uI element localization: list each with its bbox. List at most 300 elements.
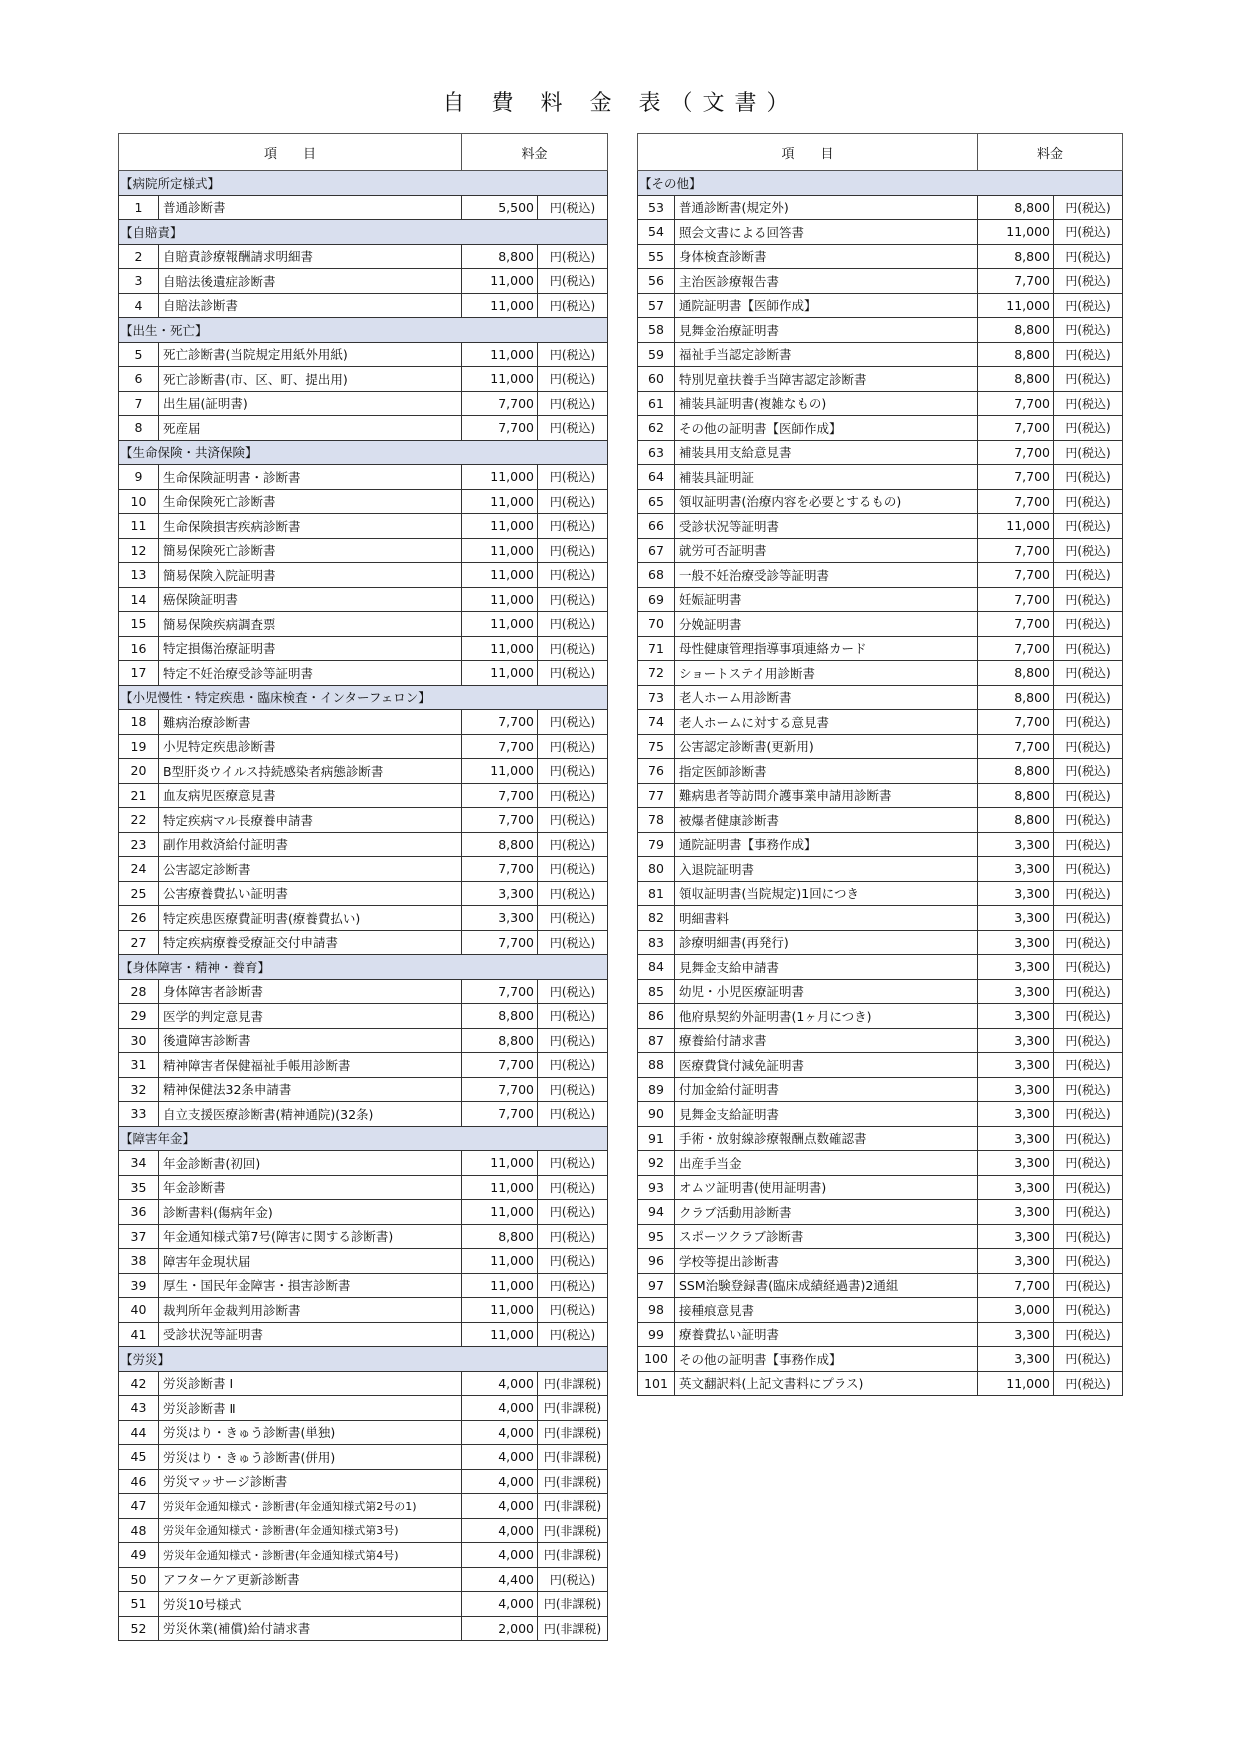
section-title: 【病院所定様式】 [119,171,608,196]
item-price: 11,000 [462,1249,538,1274]
table-row [638,734,1123,759]
item-unit: 円(税込) [1054,881,1123,906]
table-row [119,1567,608,1592]
item-unit: 円(税込) [1054,1200,1123,1225]
item-name: 老人ホームに対する意見書 [675,710,978,735]
item-unit: 円(税込) [538,293,608,318]
item-number: 82 [638,906,675,931]
item-price: 3,300 [978,1077,1054,1102]
section-row [638,171,1123,196]
item-price: 7,700 [978,416,1054,441]
item-unit: 円(非課税) [538,1518,608,1543]
section-title: 【その他】 [638,171,1123,196]
item-name: 一般不妊治療受診等証明書 [675,563,978,588]
item-unit: 円(税込) [538,1273,608,1298]
item-number: 78 [638,808,675,833]
item-unit: 円(税込) [1054,1322,1123,1347]
item-name: 就労可否証明書 [675,538,978,563]
item-unit: 円(税込) [1054,783,1123,808]
table-row [119,1592,608,1617]
item-unit: 円(非課税) [538,1420,608,1445]
item-number: 59 [638,342,675,367]
item-number: 99 [638,1322,675,1347]
item-price: 3,300 [978,1175,1054,1200]
table-row [638,514,1123,539]
table-row [638,1200,1123,1225]
item-price: 4,000 [462,1445,538,1470]
section-row [119,220,608,245]
table-row [119,269,608,294]
table-row [638,783,1123,808]
table-row [119,734,608,759]
item-name: 付加金給付証明書 [675,1077,978,1102]
item-unit: 円(税込) [538,1053,608,1078]
item-unit: 円(税込) [538,979,608,1004]
item-name: 通院証明書【事務作成】 [675,832,978,857]
item-number: 33 [119,1102,159,1127]
section-row [119,1126,608,1151]
item-number: 72 [638,661,675,686]
item-unit: 円(税込) [1054,391,1123,416]
item-number: 91 [638,1126,675,1151]
item-number: 11 [119,514,159,539]
item-number: 27 [119,930,159,955]
item-number: 58 [638,318,675,343]
item-name: 死産届 [159,416,462,441]
item-number: 44 [119,1420,159,1445]
item-name: 普通診断書 [159,195,462,220]
item-price: 7,700 [462,930,538,955]
item-unit: 円(税込) [1054,1371,1123,1396]
item-unit: 円(税込) [1054,367,1123,392]
item-price: 8,800 [978,342,1054,367]
item-number: 2 [119,244,159,269]
item-number: 45 [119,1445,159,1470]
item-price: 3,300 [462,906,538,931]
item-number: 53 [638,195,675,220]
table-row [119,293,608,318]
item-name: 後遺障害診断書 [159,1028,462,1053]
item-name: 労災年金通知様式・診断書(年金通知様式第3号) [159,1518,462,1543]
item-unit: 円(税込) [1054,1249,1123,1274]
item-name: 生命保険損害疾病診断書 [159,514,462,539]
table-row [638,440,1123,465]
item-name: 出産手当金 [675,1151,978,1176]
table-row [119,1616,608,1641]
item-name: 労災10号様式 [159,1592,462,1617]
item-unit: 円(税込) [538,465,608,490]
item-number: 36 [119,1200,159,1225]
item-unit: 円(税込) [538,587,608,612]
table-row [638,1151,1123,1176]
item-unit: 円(税込) [1054,244,1123,269]
item-name: 補装具用支給意見書 [675,440,978,465]
table-row [119,465,608,490]
item-name: 接種痕意見書 [675,1298,978,1323]
item-number: 25 [119,881,159,906]
item-number: 50 [119,1567,159,1592]
item-number: 63 [638,440,675,465]
item-unit: 円(税込) [538,367,608,392]
item-unit: 円(税込) [1054,538,1123,563]
table-row [119,808,608,833]
item-name: 公害療養費払い証明書 [159,881,462,906]
table-row [638,710,1123,735]
item-number: 17 [119,661,159,686]
item-name: 見舞金治療証明書 [675,318,978,343]
table-header [638,134,1123,171]
item-number: 75 [638,734,675,759]
item-name: 通院証明書【医師作成】 [675,293,978,318]
item-number: 57 [638,293,675,318]
item-name: 補装具証明書(複雑なもの) [675,391,978,416]
item-price: 11,000 [462,1200,538,1225]
table-row [119,416,608,441]
item-number: 31 [119,1053,159,1078]
item-price: 11,000 [978,514,1054,539]
table-row [119,710,608,735]
item-price: 3,300 [978,1028,1054,1053]
item-price: 11,000 [462,636,538,661]
item-name: 身体障害者診断書 [159,979,462,1004]
table-row [119,1469,608,1494]
item-number: 70 [638,612,675,637]
item-price: 4,000 [462,1420,538,1445]
item-name: 診断書料(傷病年金) [159,1200,462,1225]
section-row [119,440,608,465]
table-row [119,367,608,392]
item-unit: 円(税込) [538,563,608,588]
item-price: 3,300 [978,1200,1054,1225]
item-number: 88 [638,1053,675,1078]
item-price: 11,000 [462,661,538,686]
item-number: 98 [638,1298,675,1323]
item-number: 42 [119,1371,159,1396]
item-number: 79 [638,832,675,857]
item-unit: 円(税込) [1054,759,1123,784]
item-unit: 円(税込) [1054,930,1123,955]
item-unit: 円(税込) [538,1298,608,1323]
item-price: 7,700 [462,1077,538,1102]
item-unit: 円(税込) [1054,1126,1123,1151]
item-price: 8,800 [462,1004,538,1029]
left-table-body [119,171,608,1641]
section-row [119,685,608,710]
item-price: 8,800 [978,195,1054,220]
table-row [119,759,608,784]
table-row [638,808,1123,833]
item-number: 52 [119,1616,159,1641]
item-number: 93 [638,1175,675,1200]
item-unit: 円(税込) [1054,1077,1123,1102]
item-unit: 円(税込) [1054,636,1123,661]
section-row [119,318,608,343]
item-number: 23 [119,832,159,857]
item-number: 94 [638,1200,675,1225]
item-price: 8,800 [978,244,1054,269]
item-number: 62 [638,416,675,441]
item-price: 8,800 [978,367,1054,392]
item-name: 特定不妊治療受診等証明書 [159,661,462,686]
item-name: 補装具証明証 [675,465,978,490]
item-name: 公害認定診断書 [159,857,462,882]
item-name: 福祉手当認定診断書 [675,342,978,367]
item-name: 身体検査診断書 [675,244,978,269]
item-number: 12 [119,538,159,563]
item-name: 妊娠証明書 [675,587,978,612]
table-row [638,563,1123,588]
item-name: 難病患者等訪問介護事業申請用診断書 [675,783,978,808]
item-number: 34 [119,1151,159,1176]
item-price: 3,300 [462,881,538,906]
item-number: 95 [638,1224,675,1249]
item-unit: 円(税込) [1054,1273,1123,1298]
item-price: 7,700 [462,391,538,416]
table-row [638,759,1123,784]
item-price: 8,800 [978,661,1054,686]
item-number: 60 [638,367,675,392]
item-price: 2,000 [462,1616,538,1641]
item-price: 11,000 [462,587,538,612]
table-row [119,979,608,1004]
table-row [119,1494,608,1519]
item-name: 手術・放射線診療報酬点数確認書 [675,1126,978,1151]
item-name: 老人ホーム用診断書 [675,685,978,710]
table-row [119,1396,608,1421]
item-number: 90 [638,1102,675,1127]
item-price: 7,700 [462,734,538,759]
item-name: 自賠法後遺症診断書 [159,269,462,294]
item-unit: 円(税込) [538,1567,608,1592]
item-unit: 円(税込) [1054,293,1123,318]
item-name: 労災はり・きゅう診断書(併用) [159,1445,462,1470]
item-unit: 円(税込) [1054,979,1123,1004]
table-row [119,1028,608,1053]
item-number: 55 [638,244,675,269]
item-unit: 円(税込) [1054,1102,1123,1127]
item-name: 受診状況等証明書 [159,1322,462,1347]
item-name: 診療明細書(再発行) [675,930,978,955]
item-unit: 円(税込) [538,342,608,367]
table-row [119,930,608,955]
item-unit: 円(税込) [1054,587,1123,612]
item-unit: 円(税込) [538,195,608,220]
item-number: 18 [119,710,159,735]
item-number: 84 [638,955,675,980]
item-unit: 円(税込) [538,808,608,833]
item-unit: 円(税込) [1054,1224,1123,1249]
section-title: 【障害年金】 [119,1126,608,1151]
item-name: ショートステイ用診断書 [675,661,978,686]
item-name: 特別児童扶養手当障害認定診断書 [675,367,978,392]
item-name: 厚生・国民年金障害・損害診断書 [159,1273,462,1298]
item-number: 47 [119,1494,159,1519]
table-row [119,1543,608,1568]
item-price: 7,700 [462,783,538,808]
item-number: 96 [638,1249,675,1274]
header-fee: 料金 [978,134,1123,171]
table-row [638,685,1123,710]
item-name: 明細書料 [675,906,978,931]
section-title: 【身体障害・精神・養育】 [119,955,608,980]
item-name: 特定疾病療養受療証交付申請書 [159,930,462,955]
item-price: 8,800 [462,1224,538,1249]
item-unit: 円(税込) [538,391,608,416]
item-name: 難病治療診断書 [159,710,462,735]
item-number: 1 [119,195,159,220]
table-row [119,489,608,514]
item-number: 54 [638,220,675,245]
table-row [119,514,608,539]
item-price: 3,300 [978,1126,1054,1151]
table-row [638,881,1123,906]
table-row [119,1445,608,1470]
item-name: 照会文書による回答書 [675,220,978,245]
item-unit: 円(税込) [538,1028,608,1053]
item-number: 65 [638,489,675,514]
header-fee: 料金 [462,134,608,171]
table-row [119,587,608,612]
item-price: 7,700 [462,416,538,441]
table-row [638,1175,1123,1200]
item-unit: 円(税込) [1054,661,1123,686]
item-number: 66 [638,514,675,539]
table-row [638,1004,1123,1029]
item-name: クラブ活動用診断書 [675,1200,978,1225]
item-number: 101 [638,1371,675,1396]
item-name: 特定疾患医療費証明書(療養費払い) [159,906,462,931]
item-price: 4,000 [462,1494,538,1519]
table-row [638,416,1123,441]
item-number: 61 [638,391,675,416]
table-row [119,1322,608,1347]
header-item: 項 目 [638,134,978,171]
item-unit: 円(税込) [538,1077,608,1102]
item-name: 癌保険証明書 [159,587,462,612]
item-name: 死亡診断書(市、区、町、提出用) [159,367,462,392]
item-number: 22 [119,808,159,833]
item-price: 3,300 [978,955,1054,980]
table-row [638,1224,1123,1249]
table-row [638,587,1123,612]
section-title: 【労災】 [119,1347,608,1372]
item-name: 医療費貸付減免証明書 [675,1053,978,1078]
item-price: 11,000 [462,759,538,784]
table-row [638,832,1123,857]
item-number: 15 [119,612,159,637]
item-price: 11,000 [462,342,538,367]
header-item: 項 目 [119,134,462,171]
item-price: 3,300 [978,979,1054,1004]
item-number: 87 [638,1028,675,1053]
item-unit: 円(税込) [1054,906,1123,931]
item-price: 11,000 [462,1151,538,1176]
table-row [638,195,1123,220]
item-unit: 円(税込) [1054,416,1123,441]
item-price: 4,000 [462,1469,538,1494]
item-unit: 円(税込) [538,1249,608,1274]
item-unit: 円(税込) [538,881,608,906]
item-name: 障害年金現状届 [159,1249,462,1274]
item-price: 3,300 [978,1053,1054,1078]
item-price: 4,000 [462,1543,538,1568]
item-name: 領収証明書(当院規定)1回につき [675,881,978,906]
item-number: 24 [119,857,159,882]
table-row [638,1371,1123,1396]
item-unit: 円(税込) [538,930,608,955]
item-name: 裁判所年金裁判用診断書 [159,1298,462,1323]
item-name: 普通診断書(規定外) [675,195,978,220]
item-name: 労災年金通知様式・診断書(年金通知様式第4号) [159,1543,462,1568]
table-row [119,342,608,367]
item-price: 8,800 [462,244,538,269]
item-name: 主治医診療報告書 [675,269,978,294]
item-number: 28 [119,979,159,1004]
item-unit: 円(税込) [1054,1298,1123,1323]
item-unit: 円(税込) [1054,832,1123,857]
item-number: 6 [119,367,159,392]
item-unit: 円(税込) [538,1175,608,1200]
item-unit: 円(税込) [1054,220,1123,245]
item-name: 労災休業(補償)給付請求書 [159,1616,462,1641]
item-name: 年金診断書(初回) [159,1151,462,1176]
item-unit: 円(税込) [1054,955,1123,980]
item-name: 療養費払い証明書 [675,1322,978,1347]
item-name: 被爆者健康診断書 [675,808,978,833]
item-price: 8,800 [978,759,1054,784]
item-name: SSM治験登録書(臨床成績経過書)2通組 [675,1273,978,1298]
item-price: 7,700 [462,808,538,833]
item-name: 見舞金支給証明書 [675,1102,978,1127]
table-row [119,612,608,637]
item-unit: 円(税込) [538,514,608,539]
item-unit: 円(非課税) [538,1543,608,1568]
table-row [638,465,1123,490]
item-price: 3,300 [978,1322,1054,1347]
table-row [638,1053,1123,1078]
item-price: 8,800 [978,783,1054,808]
table-row [638,1102,1123,1127]
item-unit: 円(税込) [538,1200,608,1225]
item-price: 8,800 [978,318,1054,343]
table-row [638,269,1123,294]
item-price: 3,300 [978,1249,1054,1274]
item-name: 自賠法診断書 [159,293,462,318]
item-unit: 円(税込) [1054,1053,1123,1078]
item-price: 3,300 [978,1347,1054,1372]
item-unit: 円(非課税) [538,1469,608,1494]
item-price: 7,700 [978,563,1054,588]
item-number: 48 [119,1518,159,1543]
table-row [119,1249,608,1274]
item-number: 14 [119,587,159,612]
item-number: 39 [119,1273,159,1298]
table-row [638,1347,1123,1372]
item-price: 11,000 [978,1371,1054,1396]
item-number: 7 [119,391,159,416]
item-unit: 円(税込) [1054,342,1123,367]
item-price: 7,700 [978,636,1054,661]
item-unit: 円(税込) [1054,1347,1123,1372]
item-price: 3,300 [978,1004,1054,1029]
table-row [638,1077,1123,1102]
item-price: 5,500 [462,195,538,220]
item-name: B型肝炎ウイルス持続感染者病態診断書 [159,759,462,784]
item-name: 年金通知様式第7号(障害に関する診断書) [159,1224,462,1249]
item-price: 7,700 [978,465,1054,490]
item-number: 30 [119,1028,159,1053]
item-unit: 円(税込) [1054,1028,1123,1053]
